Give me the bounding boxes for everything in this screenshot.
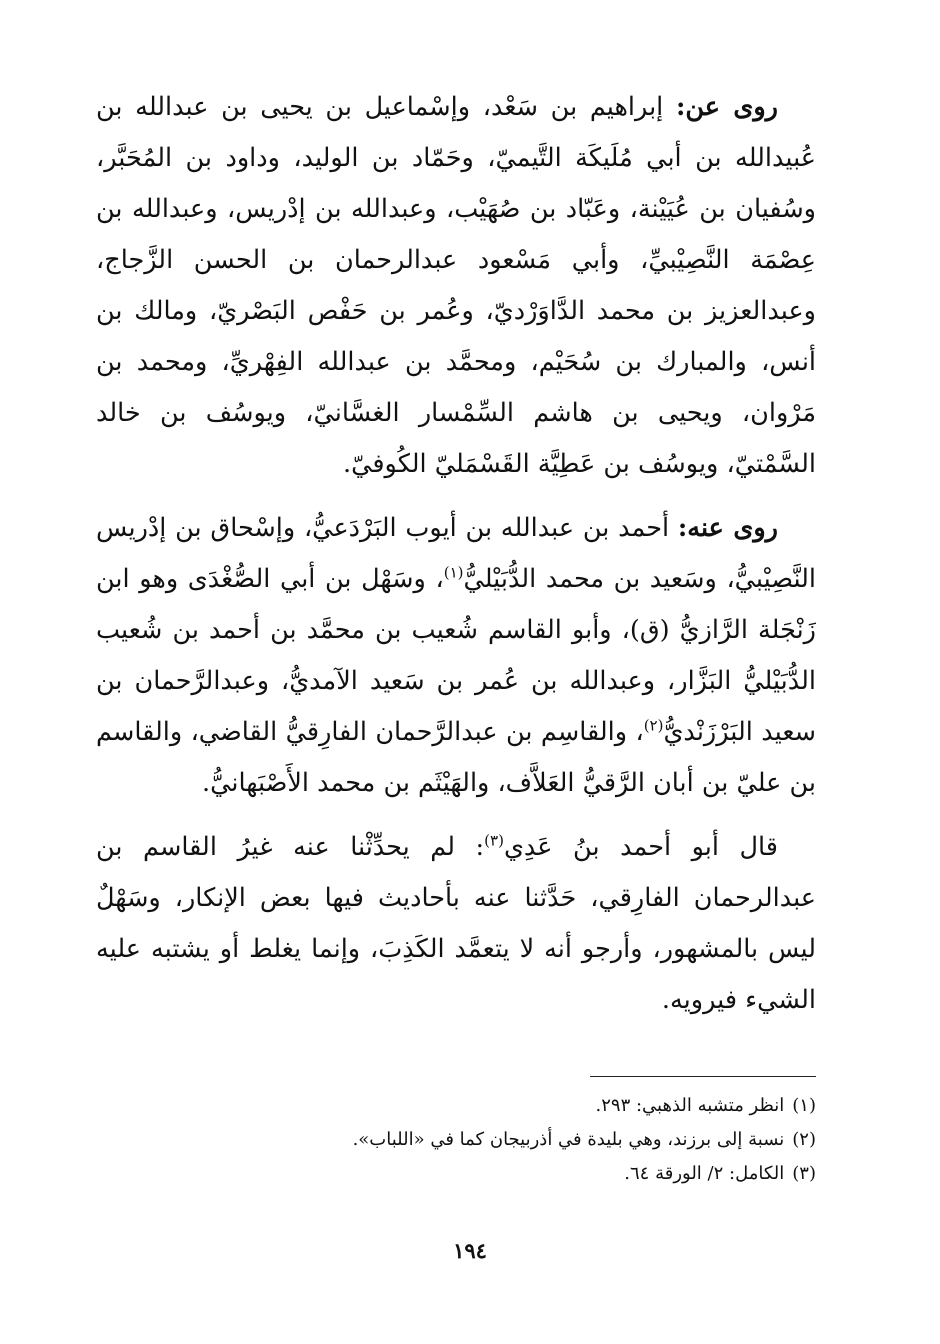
page-number: ١٩٤ [453,1238,487,1263]
ibn-adi-text-part2: : لم يحدِّثْنا عنه غيرُ القاسم بن عبدالرحمان الفارِقي، حَدَّثنا عنه بأحاديث فيها بعض الإنكار، وسَهْلٌ ليس بالمشهور، وأرجو أنه لا يتعمَّد الكَذِبَ، وإنما يغلط أو يشتبه عليه الشيء فيرويه. [96,832,816,1015]
narrated-from-paragraph [96,82,816,490]
footnote-ref-1[interactable]: (١) [443,563,464,582]
narrated-by-paragraph [96,503,816,809]
ibn-adi-paragraph [96,822,816,1026]
narrated-from-text: إبراهيم بن سَعْد، وإسْماعيل بن يحيى بن عبدالله بن عُبيدالله بن أبي مُلَيكَة التَّيميّ، وحَمّاد بن الوليد، وداود بن المُحَبَّر، وسُفيان بن عُيَيْنة، وعَبّاد بن صُهَيْب، وعبدالله بن إدْريس، وعبدالله بن عِصْمَة النَّصِيْبيِّ، وأبي مَسْعود عبدالرحمان بن الحسن الزَّجاج، وعبدالعزيز بن محمد الدَّاوَرْديّ، وعُمر بن حَفْص البَصْريّ، ومالك بن أنس، والمبارك بن سُحَيْم، ومحمَّد بن عبدالله الفِهْريِّ، ومحمد بن مَرْوان، ويحيى بن هاشم السِّمْسار الغسَّانيّ، ويوسُف بن خالد السَّمْتيّ، ويوسُف بن عَطِيَّة القَسْمَليّ الكُوفيّ. [96,92,816,479]
footnote-number: (٣) [792,1163,816,1184]
footnote-text: نسبة إلى برزند، وهي بليدة في أذربيجان كما في «اللباب». [352,1129,785,1150]
footnote-1 [96,1089,816,1123]
footnote-ref-3[interactable]: (٣) [484,831,504,850]
footnote-number: (١) [792,1095,816,1116]
footnotes-list [96,1089,816,1191]
footnote-text: الكامل: ٢/ الورقة ٦٤. [624,1163,785,1184]
footnote-text: انظر متشبه الذهبي: ٢٩٣. [595,1095,785,1116]
ibn-adi-text-part1: قال أبو أحمد بنُ عَدِي [503,832,778,862]
narrated-by-text-part1: أحمد بن عبدالله بن أيوب البَرْدَعيُّ، وإسْحاق بن إدْريس النَّصِيْبيُّ، وسَعيد بن محمد الدُّبَيْليُّ [96,513,816,594]
footnote-number: (٢) [792,1129,816,1150]
footnote-divider [590,1076,816,1077]
narrated-by-heading: روى عنه: [677,513,778,543]
footnote-ref-2[interactable]: (٢) [643,716,664,735]
narrated-by-text-part2: ، وسَهْل بن أبي الصُّغْدَى وهو ابن زَنْجَلة الرَّازيُّ (ق)، وأبو القاسم شُعيب بن محمَّد بن أحمد بن شُعيب الدُّبَيْليُّ البَزَّار، وعبدالله بن عُمر بن سَعيد الآمديُّ، وعبدالرَّحمان بن سعيد البَرْزَنْديُّ [96,564,816,747]
footnote-2 [96,1123,816,1157]
footnote-3 [96,1157,816,1191]
narrated-from-heading: روى عن: [675,92,778,122]
narrated-by-text-part3: ، والقاسِم بن عبدالرَّحمان الفارِقيُّ القاضي، والقاسم بن عليّ بن أبان الرَّقيُّ العَلاَّف، والهَيْثَم بن محمد الأَصْبَهانيُّ. [96,717,816,798]
page-body [96,82,816,1322]
